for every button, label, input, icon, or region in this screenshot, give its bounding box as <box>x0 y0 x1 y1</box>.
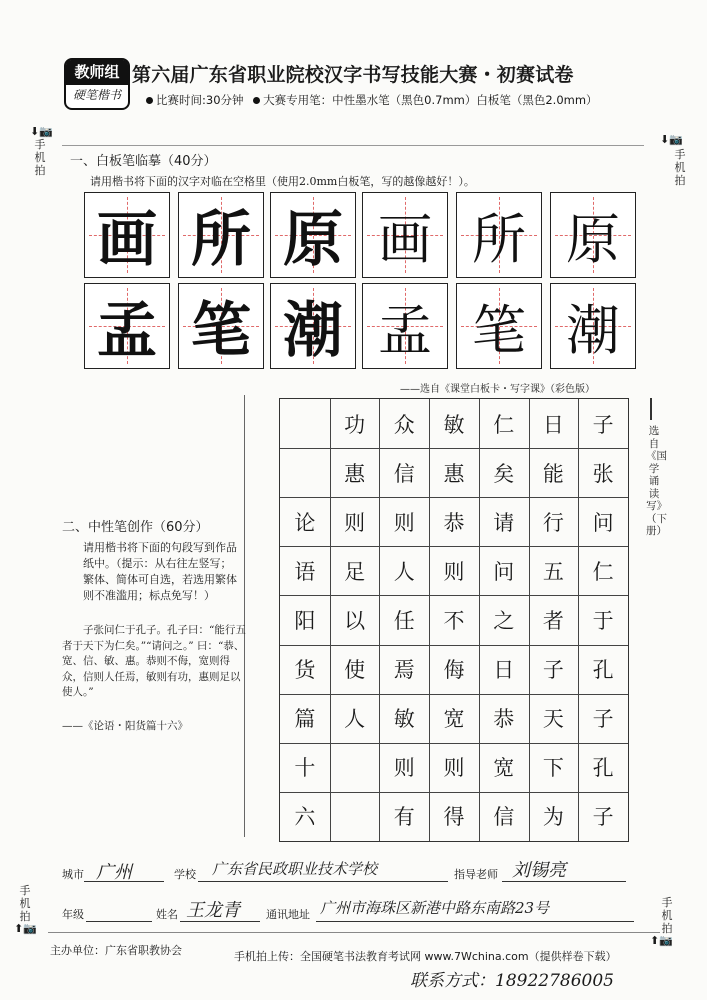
written-char: 惠 <box>443 461 465 486</box>
written-char: 日 <box>493 658 515 683</box>
written-char: 则 <box>443 756 465 781</box>
written-char: 使 <box>344 658 366 683</box>
exam-info <box>146 92 598 108</box>
written-char: 张 <box>592 461 614 486</box>
model-char: 原 <box>283 205 343 275</box>
name-value[interactable]: 王龙青 <box>186 900 240 921</box>
written-char: 行 <box>542 510 564 535</box>
written-char: 六 <box>294 805 316 830</box>
written-char: 敏 <box>393 707 415 732</box>
copy-cell[interactable] <box>456 283 542 369</box>
model-char: 笔 <box>191 296 251 366</box>
copy-cell[interactable] <box>456 192 542 278</box>
written-char: 为 <box>542 805 564 830</box>
written-char: 子 <box>592 805 614 830</box>
written-char: 能 <box>542 461 564 486</box>
copy-cell[interactable] <box>178 283 264 369</box>
written-char: 足 <box>344 559 366 584</box>
handwritten-char: 所 <box>472 207 526 271</box>
side-mark-bottom-left: 手机拍 <box>19 884 31 923</box>
written-char: 货 <box>294 658 316 683</box>
copy-cell[interactable] <box>362 192 448 278</box>
city-value[interactable]: 广州 <box>96 862 132 883</box>
address-underline <box>316 921 634 922</box>
written-char: 子 <box>542 658 564 683</box>
section1-instruction: 请用楷书将下面的汉字对临在空格里（使用2.0mm白板笔，写的越像越好！）。 <box>90 175 475 188</box>
copy-cell[interactable] <box>550 283 636 369</box>
exam-time: 比赛时间:30分钟 <box>156 93 244 107</box>
written-char: 敏 <box>443 412 465 437</box>
written-char: 则 <box>393 756 415 781</box>
section1-source: ——选自《课堂白板卡・写字课》（彩色版） <box>400 384 595 395</box>
written-char: 得 <box>443 805 465 830</box>
written-char: 于 <box>592 609 614 633</box>
group-badge <box>64 58 130 110</box>
written-char: 者 <box>542 609 564 633</box>
written-char: 子 <box>592 707 614 732</box>
written-char: 篇 <box>294 707 316 732</box>
model-char: 潮 <box>283 296 343 366</box>
written-char: 任 <box>393 609 415 633</box>
organizer: 主办单位：广东省职教协会 <box>50 944 182 957</box>
written-char: 焉 <box>393 658 415 683</box>
exam-pens: 大赛专用笔：中性墨水笔（黑色0.7mm）白板笔（黑色2.0mm） <box>263 93 598 107</box>
written-char: 日 <box>542 412 564 437</box>
handwritten-char: 画 <box>378 207 432 271</box>
written-char: 仁 <box>592 559 614 584</box>
written-char: 信 <box>393 461 415 486</box>
written-char: 天 <box>542 707 564 732</box>
vertical-source: 选自《国学诵读写》（下册） <box>646 425 667 537</box>
written-char: 以 <box>344 609 366 633</box>
copy-cell[interactable] <box>270 283 356 369</box>
side-mark-bottom-right: 手机拍 <box>661 896 673 935</box>
written-char: 子 <box>592 412 614 437</box>
written-char: 侮 <box>443 658 465 683</box>
written-char: 有 <box>393 805 415 830</box>
section2-instruction: 请用楷书将下面的句段写到作品纸中。（提示：从右往左竖写；繁体、简体可自选，若选用繁体则不准滥用；标点免写！） <box>83 541 237 602</box>
section2-passage: 子张问仁于孔子。孔子曰：“能行五者于天下为仁矣。”“请问之。” 曰：“恭、宽、信、敏、惠。恭则不侮，宽则得众，信则人任焉，敏则有功，惠则足以使人。” <box>62 624 246 698</box>
grade-underline <box>86 921 152 922</box>
written-char: 问 <box>592 510 614 535</box>
written-char: 宽 <box>493 756 515 781</box>
writing-grid <box>279 398 629 842</box>
teacher-value[interactable]: 刘锡亮 <box>512 860 566 881</box>
model-char: 所 <box>191 205 251 275</box>
grade-label: 年级 <box>62 908 84 921</box>
copy-cell[interactable] <box>84 192 170 278</box>
divider <box>48 932 660 933</box>
upload-corner-icon: ⬆📷 <box>650 934 673 947</box>
written-char: 十 <box>294 756 316 781</box>
copy-cell[interactable] <box>550 192 636 278</box>
address-label: 通讯地址 <box>266 908 310 921</box>
contact-info: 联系方式：18922786005 <box>410 971 614 991</box>
school-label: 学校 <box>174 868 196 881</box>
badge-group-label: 教师组 <box>66 60 128 85</box>
written-char: 恭 <box>493 707 515 732</box>
written-char: 之 <box>493 609 515 633</box>
handwritten-char: 孟 <box>378 298 432 362</box>
city-label: 城市 <box>62 868 84 881</box>
written-char: 则 <box>393 510 415 535</box>
copy-cell[interactable] <box>84 283 170 369</box>
bullet-dot <box>146 97 153 104</box>
passage-source: ——《论语・阳货篇十六》 <box>62 720 188 732</box>
model-char: 画 <box>97 205 157 275</box>
divider <box>244 395 245 837</box>
written-char: 则 <box>344 510 366 535</box>
written-char: 众 <box>393 412 415 437</box>
badge-style-label: 硬笔楷书 <box>72 88 121 102</box>
name-label: 姓名 <box>156 908 178 921</box>
side-mark-top-left: 手机拍 <box>34 138 46 177</box>
written-char: 功 <box>344 412 366 437</box>
written-char: 语 <box>294 559 316 584</box>
upload-corner-icon: ⬇📷 <box>30 125 53 138</box>
written-char: 人 <box>393 559 415 584</box>
divider <box>62 145 644 146</box>
teacher-label: 指导老师 <box>454 868 498 881</box>
section2-title: 二、中性笔创作（60分） <box>62 520 209 535</box>
written-char: 孔 <box>592 658 614 683</box>
handwritten-char: 潮 <box>566 298 620 362</box>
divider <box>650 398 652 420</box>
written-char: 则 <box>443 559 465 584</box>
exam-title: 第六届广东省职业院校汉字书写技能大赛・初赛试卷 <box>132 64 574 86</box>
address-value[interactable]: 广州市海珠区新港中路东南路23号 <box>320 899 550 917</box>
copy-cell[interactable] <box>178 192 264 278</box>
upload-corner-icon: ⬇📷 <box>660 133 683 146</box>
model-char: 孟 <box>97 296 157 366</box>
written-char: 五 <box>542 559 564 584</box>
written-char: 阳 <box>294 609 316 633</box>
school-underline <box>198 881 448 882</box>
written-char: 矣 <box>493 461 515 486</box>
written-char: 仁 <box>493 412 515 437</box>
side-mark-top-right: 手机拍 <box>674 148 686 187</box>
handwritten-char: 原 <box>566 207 620 271</box>
copy-cell[interactable] <box>270 192 356 278</box>
copy-cell[interactable] <box>362 283 448 369</box>
upload-corner-icon: ⬆📷 <box>14 922 37 935</box>
written-char: 请 <box>493 510 515 535</box>
written-char: 人 <box>344 707 366 732</box>
written-char: 不 <box>443 609 465 633</box>
written-char: 信 <box>493 805 515 830</box>
written-char: 下 <box>542 756 564 781</box>
written-char: 孔 <box>592 756 614 781</box>
written-char: 惠 <box>344 461 366 486</box>
section1-title: 一、白板笔临摹（40分） <box>70 154 217 169</box>
upload-info[interactable]: 手机拍上传：全国硬笔书法教育考试网 www.7Wchina.com（提供样卷下载） <box>234 950 617 963</box>
written-char: 宽 <box>443 707 465 732</box>
written-char: 恭 <box>443 510 465 535</box>
written-char: 问 <box>493 559 515 584</box>
bullet-dot <box>253 97 260 104</box>
handwritten-char: 笔 <box>472 298 526 362</box>
school-value[interactable]: 广东省民政职业技术学校 <box>212 860 378 878</box>
written-char: 论 <box>294 510 316 535</box>
